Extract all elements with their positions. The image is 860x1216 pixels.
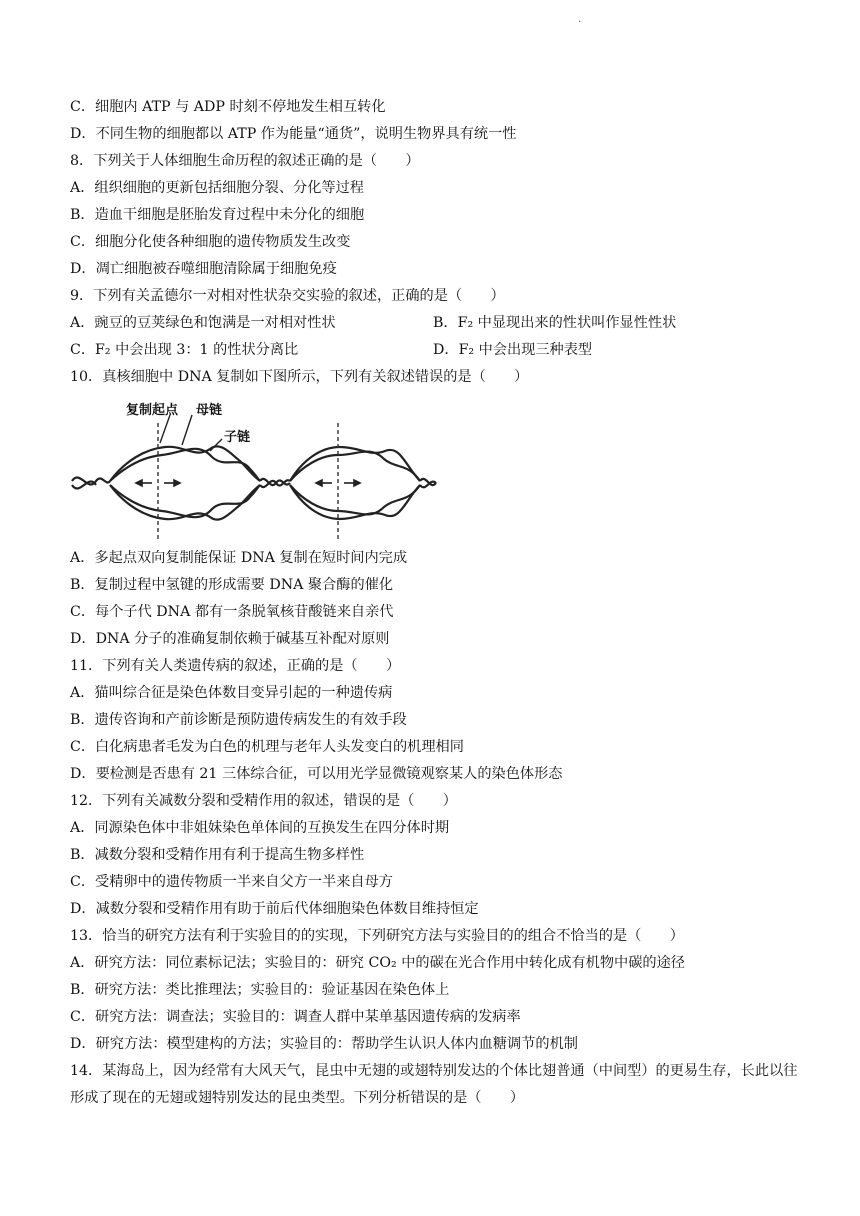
q11-option-c: C．白化病患者毛发为白色的机理与老年人头发变白的机理相同 [70,739,464,755]
q9-stem: 9．下列有关孟德尔一对相对性状杂交实验的叙述，正确的是（ ） [70,288,505,304]
q11-option-a: A．猫叫综合征是染色体数目变异引起的一种遗传病 [70,685,393,701]
q8-option-a: A．组织细胞的更新包括细胞分裂、分化等过程 [70,180,364,196]
q10-option-a: A．多起点双向复制能保证 DNA 复制在短时间内完成 [70,550,408,566]
q12-option-d: D．减数分裂和受精作用有助于前后代体细胞染色体数目维持恒定 [70,901,479,917]
q13-option-c: C．研究方法：调查法；实验目的：调查人群中某单基因遗传病的发病率 [70,1009,521,1025]
q9-option-c: C．F₂ 中会出现 3：1 的性状分离比 [70,342,299,358]
q7-option-c: C．细胞内 ATP 与 ADP 时刻不停地发生相互转化 [70,99,386,115]
q9-row-cd [70,337,800,364]
q9-row-ab [70,310,800,337]
q13-option-b: B．研究方法：类比推理法；实验目的：验证基因在染色体上 [70,982,450,998]
q12-stem: 12．下列有关减数分裂和受精作用的叙述，错误的是（ ） [70,793,457,809]
q14-stem: 14．某海岛上，因为经常有大风天气，昆虫中无翅的或翅特别发达的个体比翅普通（中间型）的更易生存，长此以往形成了现在的无翅或翅特别发达的昆虫类型。下列分析错误的是（ ） [70,1063,798,1106]
q9-option-b: B．F₂ 中显现出来的性状叫作显性性状 [433,315,677,331]
q8-option-c: C．细胞分化使各种细胞的遗传物质发生改变 [70,234,351,250]
question-body [70,94,800,1112]
q11-option-b: B．遗传咨询和产前诊断是预防遗传病发生的有效手段 [70,712,407,728]
q13-stem: 13．恰当的研究方法有利于实验目的的实现，下列研究方法与实验目的的组合不恰当的是（ ） [70,928,684,944]
q11-option-d: D．要检测是否患有 21 三体综合征，可以用光学显微镜观察某人的染色体形态 [70,766,563,782]
q13-option-d: D．研究方法：模型建构的方法；实验目的：帮助学生认识人体内血糖调节的机制 [70,1036,578,1052]
q11-stem: 11．下列有关人类遗传病的叙述，正确的是（ ） [70,658,401,674]
label-daughter-strand: 子链 [224,430,251,445]
header-mark: . [578,14,582,25]
q10-option-c: C．每个子代 DNA 都有一条脱氧核苷酸链来自亲代 [70,604,394,620]
q7-option-d: D．不同生物的细胞都以 ATP 作为能量“通货”，说明生物界具有统一性 [70,126,517,142]
label-parent-strand: 母链 [196,403,223,418]
q8-stem: 8．下列关于人体细胞生命历程的叙述正确的是（ ） [70,153,420,169]
q10-option-b: B．复制过程中氢键的形成需要 DNA 聚合酶的催化 [70,577,394,593]
q10-stem: 10．真核细胞中 DNA 复制如下图所示，下列有关叙述错误的是（ ） [70,369,529,385]
dna-replication-diagram [70,401,440,541]
dna-replication-figure [70,391,800,545]
q9-option-d: D．F₂ 中会出现三种表型 [433,342,593,358]
label-replication-origin: 复制起点 [126,403,179,418]
q12-option-c: C．受精卵中的遗传物质一半来自父方一半来自母方 [70,874,393,890]
q12-option-a: A．同源染色体中非姐妹染色单体间的互换发生在四分体时期 [70,820,450,836]
q8-option-d: D．凋亡细胞被吞噬细胞清除属于细胞免疫 [70,261,337,277]
q10-option-d: D．DNA 分子的准确复制依赖于碱基互补配对原则 [70,631,390,647]
q8-option-b: B．造血干细胞是胚胎发育过程中未分化的细胞 [70,207,365,223]
q9-option-a: A．豌豆的豆荚绿色和饱满是一对相对性状 [70,315,336,331]
q13-option-a: A．研究方法：同位素标记法；实验目的：研究 CO₂ 中的碳在光合作用中转化成有机物中碳的途径 [70,955,685,971]
q12-option-b: B．减数分裂和受精作用有利于提高生物多样性 [70,847,365,863]
